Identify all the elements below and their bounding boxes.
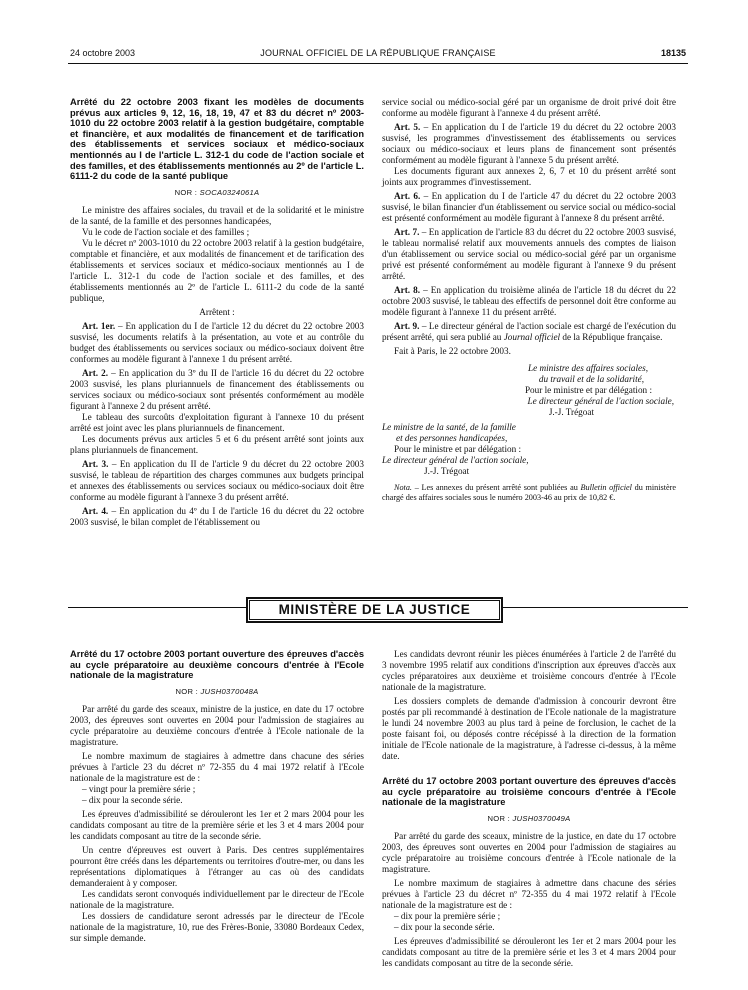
- decree3-list-1: – dix pour la première série ;: [394, 910, 501, 921]
- signature-block-1: Le ministre des affaires sociales, du travail et de la solidarité, Pour le ministre et par délégation : Le directeur général de l'action sociale, J.-J. Trégoat: [524, 363, 674, 417]
- decree1-right-column: [382, 97, 676, 502]
- header-page-number: 18135: [660, 48, 686, 58]
- decree1-left-column: [70, 97, 364, 528]
- decree3-title: Arrêté du 17 octobre 2003 portant ouverture des épreuves d'accès au cycle préparatoire au troisième concours d'entrée à l'Ecole nationale de la magistrature: [382, 776, 676, 808]
- decree1-article-6: Art. 6. – En application du I de l'article 47 du décret du 22 octobre 2003 susvisé, le bilan financier d'un établissement ou service social ou médico-social est présenté conformément au modèle figurant à l'annexe 8 du présent arrêté.: [382, 191, 676, 223]
- decree3-par1: Par arrêté du garde des sceaux, ministre de la justice, en date du 17 octobre 2003, des épreuves sont ouvertes en 2004 pour l'admission de stagiaires au cycle préparatoire au troisième concours d'entrée à l'Ecole nationale de la magistrature.: [382, 830, 676, 874]
- decree1-article-2-par2: Le tableau des surcoûts d'exploitation figurant à l'annexe 10 du présent arrêté est joint avec les plans pluriannuels de financement.: [70, 411, 364, 433]
- decree2-par2: Le nombre maximum de stagiaires à admettre dans chacune des séries prévues à l'article 23 du décret nº 72-355 du 4 mai 1972 relatif à l'Ecole nationale de la magistrature est de :: [70, 750, 364, 783]
- decree1-article-1: Art. 1er. – En application du I de l'article 12 du décret du 22 octobre 2003 susvisé, les documents relatifs à la présentation, au vote et au contrôle du budget des établissements ou services sociaux ou médico-sociaux doivent être conformes au modèle figurant à l'annexe 1 du présent arrêté.: [70, 320, 364, 364]
- header-rule: [68, 63, 688, 64]
- decree1-article-5: Art. 5. – En application du I de l'article 19 du décret du 22 octobre 2003 susvisé, les programmes d'investissement des établissements ou services sociaux ou médico-sociaux et leurs plans de financement sont présentés conformément au modèle figurant à l'annexe 5 du présent arrêté.: [382, 122, 676, 165]
- decree3-par2: Le nombre maximum de stagiaires à admettre dans chacune des séries prévues à l'article 23 du décret nº 72-355 du 4 mai 1972 relatif à l'Ecole nationale de la magistrature est de :: [382, 877, 676, 910]
- decree1-article-3: Art. 3. – En application du II de l'article 9 du décret du 22 octobre 2003 susvisé, le tableau de répartition des charges communes aux budgets principal et annexes des établissements ou services sociaux ou médico-sociaux doit être conforme au modèle figurant à l'annexe 3 du présent arrêté.: [70, 458, 364, 502]
- decree1-article-7: Art. 7. – En application de l'article 83 du décret du 22 octobre 2003 susvisé, le tableau normalisé relatif aux mouvements annuels des comptes de liaison d'un établissement ou service social ou médico-social géré par un organisme privé est présenté conformément au modèle figurant à l'annexe 9 du présent arrêté.: [382, 227, 677, 281]
- decree1-note: Nota. – Les annexes du présent arrêté sont publiées au Bulletin officiel du ministère chargé des affaires sociales sous le numéro 2003-46 au prix de 10,82 €.: [382, 483, 676, 502]
- decree2-par8: Les dossiers complets de demande d'admission à concourir devront être postés par pli recommandé à destination de l'Ecole nationale de la magistrature le lundi 24 novembre 2003 au plus tard à peine de forclusion, le cachet de la poste faisant foi, ou déposés contre récépissé à la direction de la formation initiale de l'Ecole nationale de la magistrature, à l'adresse ci-dessus, à la même date.: [382, 696, 676, 761]
- decree3-nor: NOR : JUSH0370049A: [487, 813, 571, 823]
- decree1-done-at: Fait à Paris, le 22 octobre 2003.: [394, 346, 511, 356]
- decree2-left-column: [70, 649, 364, 944]
- header-date: 24 octobre 2003: [70, 48, 136, 58]
- decree2-par3: Les épreuves d'admissibilité se dérouleront les 1er et 2 mars 2004 pour les candidats composant au titre de la première série et les 3 et 4 mars 2004 pour les candidats composant au titre de la seconde série.: [70, 808, 364, 841]
- decree2-par7: Les candidats devront réunir les pièces énumérées à l'article 2 de l'arrêté du 3 novembre 1995 relatif aux conditions d'inscription aux épreuves d'accès aux cycles préparatoires aux deuxième et troisième concours d'entrée à l'Ecole nationale de la magistrature.: [382, 649, 676, 692]
- decree2-right-column: [382, 649, 676, 969]
- signature-block-2: Le ministre de la santé, de la famille et des personnes handicapées, Pour le ministre et par délégation : Le directeur général de l'action sociale, J.-J. Trégoat: [382, 422, 529, 476]
- decree1-article-2: Art. 2. – En application du 3º du II de l'article 16 du décret du 22 octobre 2003 susvisé, les plans pluriannuels de financement des établissements ou services sociaux ou médico-sociaux sont présentés conformément au modèle figurant à l'annexe 2 du présent arrêté.: [70, 367, 365, 411]
- page-header: [70, 48, 686, 62]
- decree1-title: Arrêté du 22 octobre 2003 fixant les modèles de documents prévus aux articles 9, 12, 16, 18, 19, 47 et 83 du décret nº 2003-1010 du 22 octobre 2003 relatif à la gestion budgétaire, comptable et financière, et aux modalités de financement et de tarification des établissements et services sociaux et médico-sociaux mentionnés au I de l'article L. 312-1 du code de l'action sociale et des familles, et des établissements mentionnés au 2º de l'article L. 6111-2 du code de la santé publique: [70, 97, 364, 182]
- ministry-heading-box: [246, 597, 503, 623]
- decree1-arretent: Arrêtent :: [199, 306, 235, 317]
- decree2-par1: Par arrêté du garde des sceaux, ministre de la justice, en date du 17 octobre 2003, des épreuves sont ouvertes en 2004 pour l'admission de stagiaires au cycle préparatoire au deuxième concours d'entrée à l'Ecole nationale de la magistrature.: [70, 703, 364, 747]
- decree2-list-1: – vingt pour la première série ;: [82, 783, 196, 794]
- decree1-article-2-par3: Les documents prévus aux articles 5 et 6 du présent arrêté sont joints aux plans pluriannuels de financement.: [70, 433, 364, 455]
- decree1-article-5-par2: Les documents figurant aux annexes 2, 6, 7 et 10 du présent arrêté sont joints aux programmes d'investissement.: [382, 166, 676, 187]
- decree2-par6: Les dossiers de candidature seront adressés par le directeur de l'Ecole nationale de la magistrature, 10, rue des Frères-Bonie, 33080 Bordeaux Cedex, sur simple demande.: [70, 910, 364, 943]
- decree1-article-4-cont: service social ou médico-social géré par un organisme de droit privé doit être conforme au modèle figurant à l'annexe 4 du présent arrêté.: [382, 97, 676, 118]
- decree2-par4: Un centre d'épreuves est ouvert à Paris. Des centres supplémentaires pourront être créés dans les départements ou territoires d'outre-mer, ou dans les représentations diplomatiques à l'étranger au cas où des candidats demanderaient à y composer.: [70, 844, 364, 888]
- header-journal-title: JOURNAL OFFICIEL DE LA RÉPUBLIQUE FRANÇAISE: [260, 48, 496, 58]
- decree2-title: Arrêté du 17 octobre 2003 portant ouverture des épreuves d'accès au cycle préparatoire au deuxième concours d'entrée à l'Ecole nationale de la magistrature: [70, 649, 364, 681]
- decree1-article-9: Art. 9. – Le directeur général de l'action sociale est chargé de l'exécution du présent arrêté, qui sera publié au Journal officiel de la République française.: [382, 321, 676, 342]
- decree1-vu-code: Vu le code de l'action sociale et des familles ;: [82, 226, 250, 237]
- decree1-article-8: Art. 8. – En application du troisième alinéa de l'article 18 du décret du 22 octobre 2003 susvisé, le tableau des effectifs de personnel doit être conforme au modèle figurant à l'annexe 11 du présent arrêté.: [382, 285, 676, 317]
- decree2-nor: NOR : JUSH0370048A: [175, 686, 259, 696]
- decree1-article-4: Art. 4. – En application du 4º du I de l'article 16 du décret du 22 octobre 2003 susvisé, le bilan complet de l'établissement ou: [70, 505, 364, 527]
- decree2-par5: Les candidats seront convoqués individuellement par le directeur de l'Ecole nationale de la magistrature.: [70, 888, 364, 910]
- decree3-par3: Les épreuves d'admissibilité se dérouleront les 1er et 2 mars 2004 pour les candidats composant au titre de la première série et les 3 et 4 mars 2004 pour les candidats composant au titre de la seconde série.: [382, 935, 676, 968]
- decree1-nor: NOR : SOCA0324061A: [174, 187, 260, 197]
- ministry-heading: MINISTÈRE DE LA JUSTICE: [278, 602, 471, 617]
- decree1-preamble: Le ministre des affaires sociales, du travail et de la solidarité et le ministre de la santé, de la famille et des personnes handicapées,: [70, 204, 364, 226]
- decree2-list-2: – dix pour la seconde série.: [82, 794, 183, 805]
- decree1-vu-decret: Vu le décret nº 2003-1010 du 22 octobre 2003 relatif à la gestion budgétaire, comptable et financière, et aux modalités de financement et de tarification des établissements et services sociaux et médico-sociaux mentionnés au I de l'article L. 312-1 du code de l'action sociale et des familles, et des établissements mentionnés au 2º de l'article L. 6111-2 du code de la santé publique,: [70, 237, 364, 303]
- decree3-list-2: – dix pour la seconde série.: [394, 921, 495, 932]
